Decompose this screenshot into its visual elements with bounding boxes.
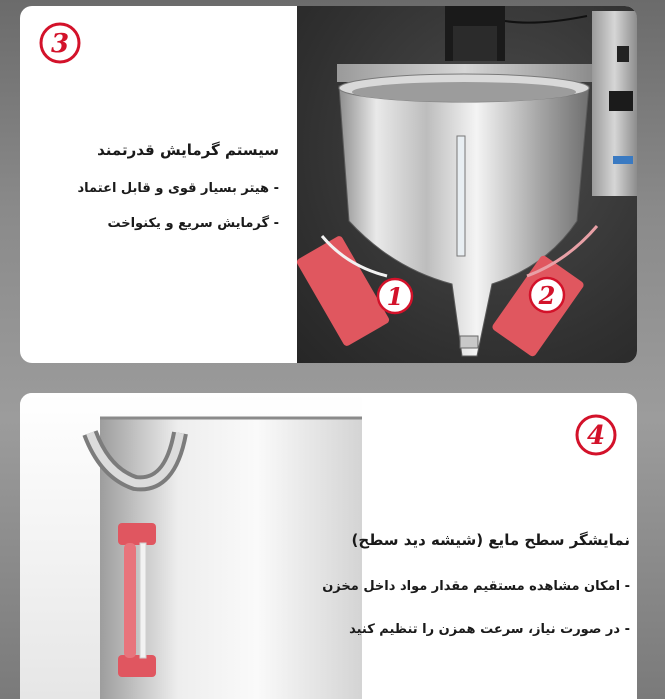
feature-text	[29, 141, 279, 251]
feature-text	[270, 531, 630, 665]
feature-item: - امکان مشاهده مستقیم مقدار مواد داخل مخزن	[322, 579, 630, 594]
feature-title: سیستم گرمایش قدرتمند	[97, 141, 279, 159]
tank-heater-photo	[297, 6, 637, 363]
section-number: 4	[586, 421, 606, 451]
feature-title: نمایشگر سطح مایع (شیشه دید سطح)	[351, 531, 630, 549]
svg-text:2: 2	[538, 281, 556, 310]
svg-text:1: 1	[386, 282, 404, 311]
feature-item: - هیتر بسیار قوی و قابل اعتماد	[77, 181, 279, 196]
callout-heater-1	[375, 276, 415, 316]
feature-card-level-gauge	[20, 393, 637, 699]
feature-item: - در صورت نیاز، سرعت همزن را تنظیم کنید	[349, 622, 630, 637]
feature-item: - گرمایش سریع و یکنواخت	[107, 216, 279, 231]
callout-heater-2	[527, 275, 567, 315]
section-number-badge	[38, 21, 82, 65]
tank-illustration	[297, 6, 637, 363]
feature-card-heating	[20, 6, 637, 363]
section-number: 3	[50, 29, 70, 59]
section-number-badge	[574, 413, 618, 457]
